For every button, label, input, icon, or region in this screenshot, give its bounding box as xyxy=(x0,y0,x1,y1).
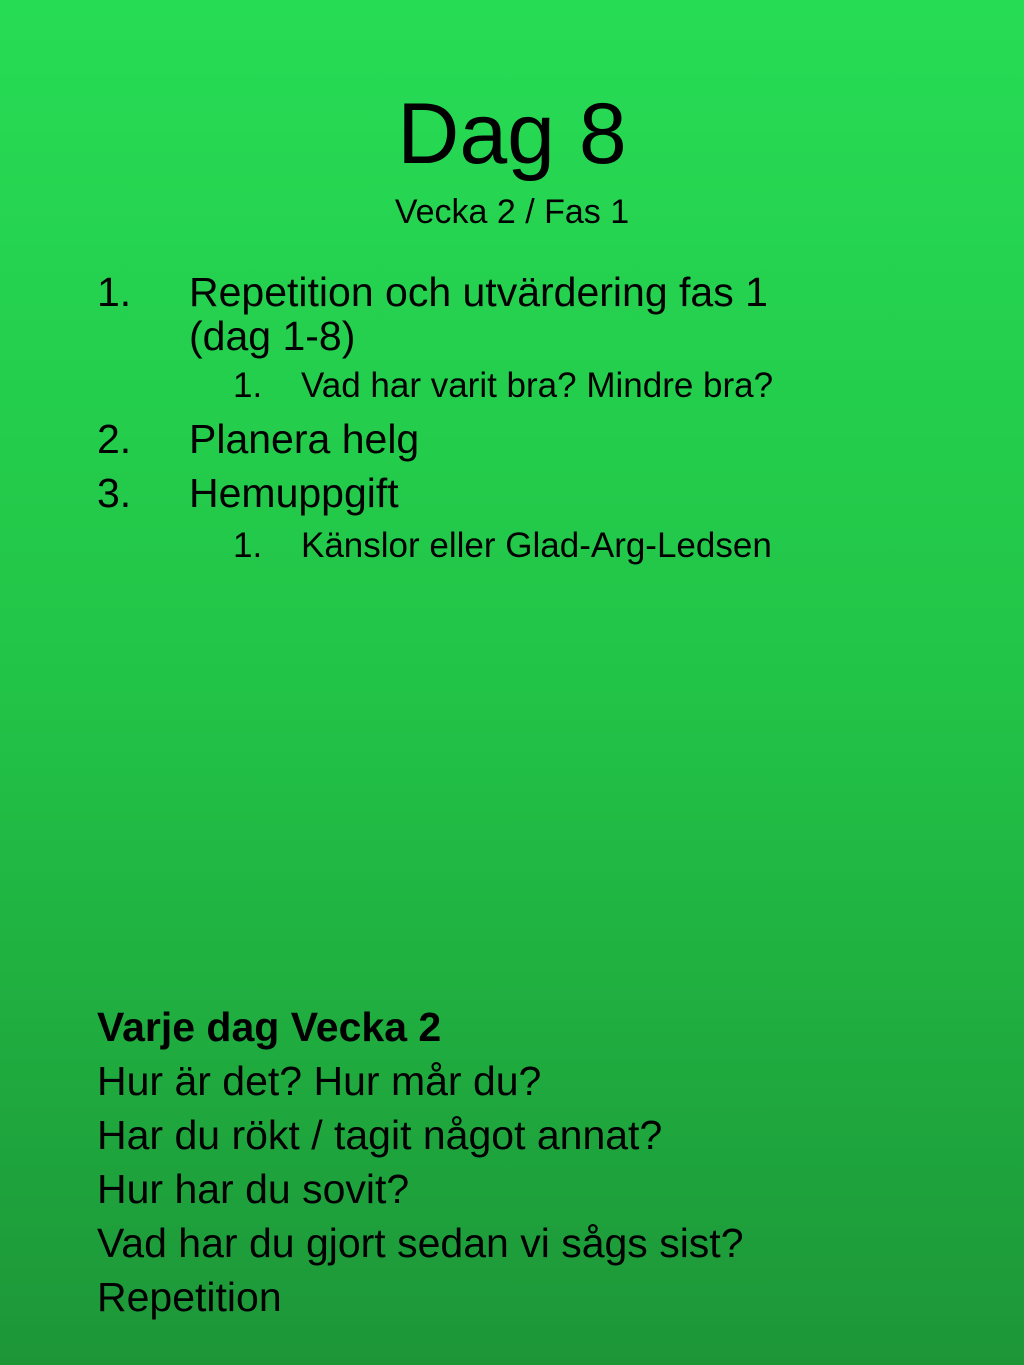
agenda-subitem-text: Vad har varit bra? Mindre bra? xyxy=(301,366,774,405)
slide-subtitle: Vecka 2 / Fas 1 xyxy=(394,193,630,231)
slide-title: Dag 8 xyxy=(397,86,627,182)
daily-line: Repetition xyxy=(97,1274,282,1320)
daily-heading: Varje dag Vecka 2 xyxy=(97,1004,442,1050)
agenda-subitem-number: 1. xyxy=(233,366,263,405)
daily-line: Vad har du gjort sedan vi sågs sist? xyxy=(97,1220,744,1266)
daily-checklist xyxy=(97,1000,744,1324)
agenda-subitem-number: 1. xyxy=(233,526,263,565)
agenda-subitem-text: Känslor eller Glad-Arg-Ledsen xyxy=(301,526,772,565)
agenda-item-text: Repetition och utvärdering fas 1 xyxy=(189,269,768,315)
daily-line: Hur har du sovit? xyxy=(97,1166,410,1212)
agenda-item-number: 2. xyxy=(97,416,132,462)
agenda-item-text: Hemuppgift xyxy=(189,470,399,516)
agenda-item-text: Planera helg xyxy=(189,416,420,462)
daily-line: Har du rökt / tagit något annat? xyxy=(97,1112,663,1158)
agenda-item-number: 1. xyxy=(97,269,132,315)
agenda-item-number: 3. xyxy=(97,470,132,516)
daily-line: Hur är det? Hur mår du? xyxy=(97,1058,542,1104)
agenda-item-text-line2: (dag 1-8) xyxy=(189,313,356,359)
